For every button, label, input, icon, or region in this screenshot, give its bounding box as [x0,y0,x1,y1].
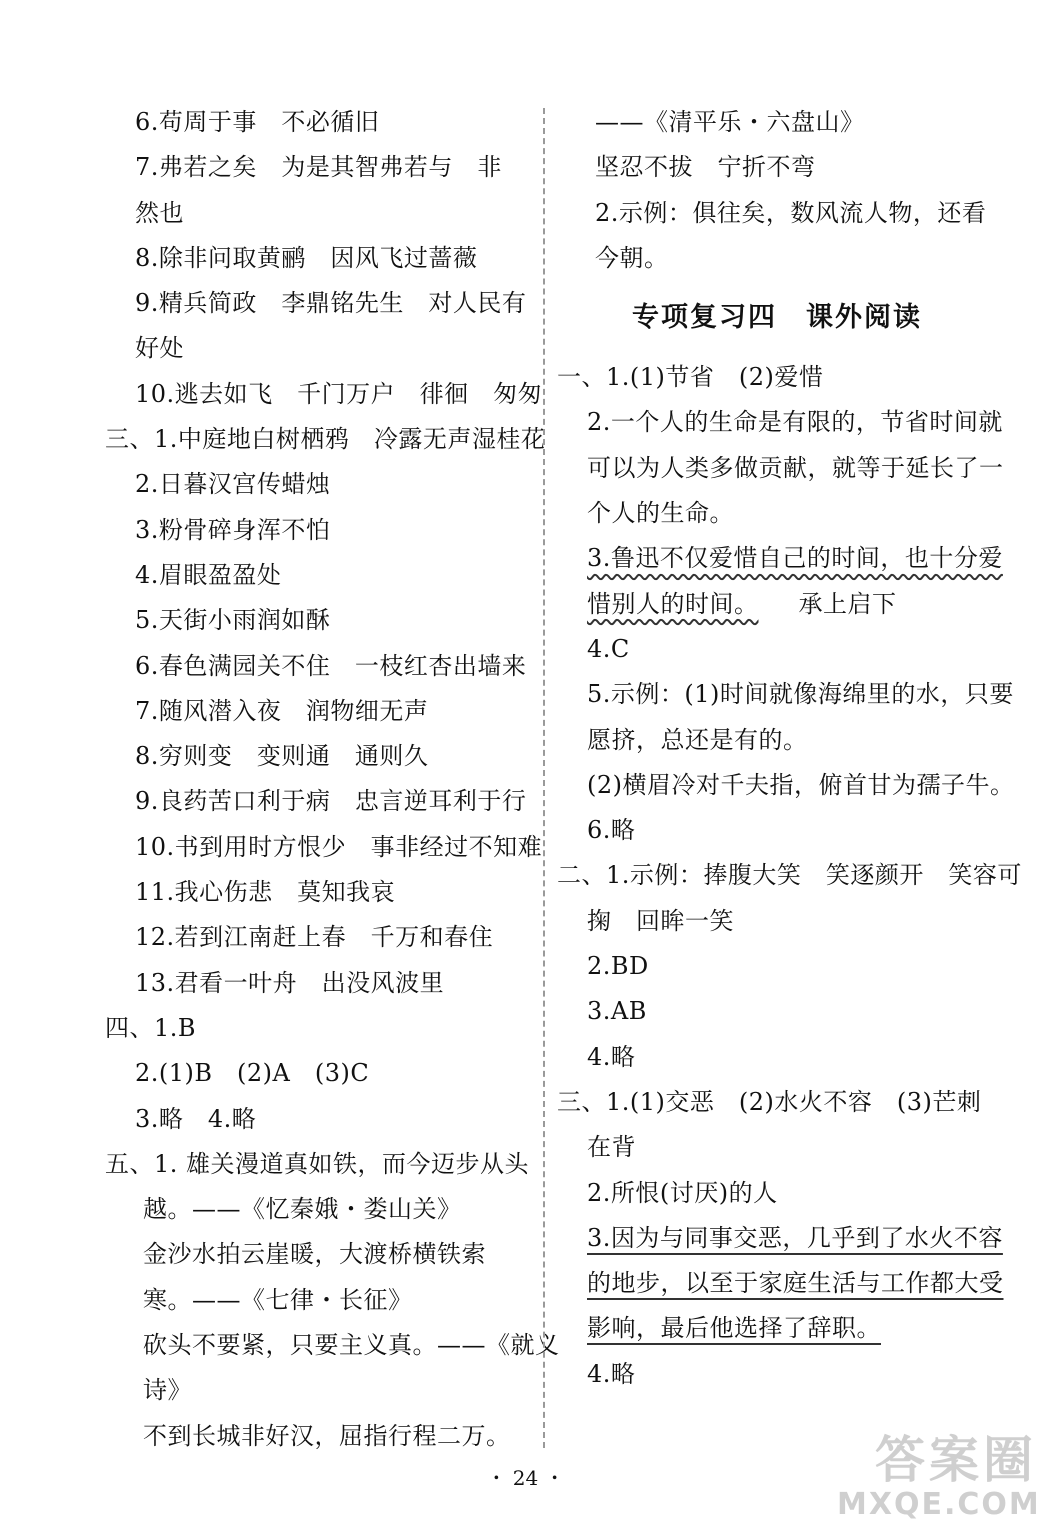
answer-text: 然也 [135,198,184,227]
answer-text: 10.逃去如飞 千门万户 徘徊 匆匆 [135,379,543,408]
answer-line [557,1125,997,1170]
answer-line [105,326,535,371]
answer-text: 3.鲁迅不仅爱惜自己的时间，也十分爱 [587,544,1003,573]
answer-line [557,145,997,190]
watermark-top-text: 答案圈 [875,1431,1037,1489]
answer-text: 三、1.(1)交恶 (2)水火不容 (3)芒刺 [557,1087,982,1116]
answer-text: 惜别人的时间。 [587,589,759,618]
answer-line [105,1097,535,1142]
watermark-logo [837,1431,1041,1528]
answer-suffix: 承上启下 [798,589,897,618]
answer-text: 4.略 [587,1359,636,1388]
answer-line [105,1414,535,1459]
answer-text: (2)横眉冷对千夫指，俯首甘为孺子牛。 [587,770,1015,799]
answer-line [105,553,535,598]
watermark-bottom-text: MXQE.COM [837,1487,1041,1522]
answer-line [557,446,1004,491]
answer-line [557,582,997,627]
answer-text: 9.精兵简政 李鼎铭先生 对人民有 [135,289,527,318]
answer-line [105,372,543,417]
answer-line [105,191,535,236]
right-column-bottom [557,355,1022,1397]
column-divider [543,108,545,1448]
answer-line [557,1216,1003,1261]
answer-line [105,734,535,779]
answer-text: 愿挤，总还是有的。 [587,725,808,754]
answer-line [105,1368,535,1413]
answer-line [105,1187,535,1232]
answer-line [105,1051,535,1096]
answer-line [557,236,997,281]
answer-line [557,400,1003,445]
answer-line [105,689,535,734]
answer-line [105,644,535,689]
answer-text: 坚忍不拔 宁折不弯 [595,153,816,182]
answer-line [557,355,997,400]
answer-line [557,491,997,536]
answer-text: 6.苟周于事 不必循旧 [135,108,380,136]
answer-text: 13.君看一叶舟 出没风波里 [135,968,445,997]
answer-text: 10.书到用时方恨少 事非经过不知难 [135,832,543,861]
answer-line [557,718,997,763]
answer-line [105,870,535,915]
answer-line [557,1306,997,1351]
answer-line [105,1278,535,1323]
answer-line [105,915,535,960]
answer-line [105,145,535,190]
answer-text: 今朝。 [595,243,669,272]
answer-text: 金沙水拍云崖暖，大渡桥横铁索 [143,1240,486,1269]
answer-text: 二、1.示例：捧腹大笑 笑逐颜开 笑容可 [557,861,1022,890]
answer-text: 个人的生命。 [587,499,734,528]
answer-text: 8.穷则变 变则通 通则久 [135,742,429,771]
answer-text: 寒。——《七律・长征》 [143,1285,413,1314]
answer-text: 4.略 [587,1042,636,1071]
answer-line [557,944,997,989]
answer-text: 不到长城非好汉，屈指行程二万。 [143,1421,511,1450]
answer-text: 7.随风潜入夜 润物细无声 [135,696,429,725]
answer-line [105,417,546,462]
answer-text: 8.除非问取黄鹂 因风飞过蔷薇 [135,243,478,272]
answer-text: 3.因为与同事交恶，几乎到了水火不容 [587,1223,1003,1252]
answer-text: 四、1.B [105,1013,197,1042]
answer-text: 5.天街小雨润如酥 [135,606,331,635]
left-column [105,100,560,1459]
answer-text: 诗》 [143,1376,192,1405]
answer-line [105,236,535,281]
answer-text: 9.良药苦口利于病 忠言逆耳利于行 [135,787,527,816]
answer-text: 在背 [587,1133,636,1162]
answer-text: 12.若到江南赶上春 千万和春住 [135,923,494,952]
answer-text: 砍头不要紧，只要主义真。——《就义 [143,1331,560,1360]
answer-line [105,462,535,507]
answer-line [105,1323,560,1368]
answer-text: 一、1.(1)节省 (2)爱惜 [557,363,824,392]
answer-text: 的地步，以至于家庭生活与工作都大受 [587,1269,1004,1298]
answer-text: 4.C [587,634,630,663]
answer-line [105,825,543,870]
answer-line [557,853,1022,898]
answer-text: 2.日暮汉宫传蜡烛 [135,470,331,499]
answer-line [557,1080,997,1125]
answer-text: 掬 回眸一笑 [587,906,734,935]
answer-text: 2.所恨(讨厌)的人 [587,1178,778,1207]
answer-line [557,1035,997,1080]
answer-line [557,100,997,145]
answer-text: 2.示例：俱往矣，数风流人物，还看 [595,198,987,227]
section-heading: 专项复习四 课外阅读 [632,302,922,334]
answer-text: 2.(1)B (2)A (3)C [135,1059,370,1088]
answer-line [557,191,997,236]
answer-line [557,672,1014,717]
answer-line [105,779,535,824]
answer-line [557,899,997,944]
answer-line [105,1142,535,1187]
answer-line [557,1261,1004,1306]
answer-line [557,627,997,672]
answer-line [105,1232,535,1277]
answer-text: ——《清平乐・六盘山》 [595,108,865,136]
answer-line [557,1352,997,1397]
answer-line [557,763,1015,808]
answer-line [105,598,535,643]
answer-text: 4.眉眼盈盈处 [135,560,282,589]
answer-line [557,1171,997,1216]
answer-line [105,1006,535,1051]
answer-line [557,808,997,853]
answer-line [105,100,535,145]
answer-line [557,989,997,1034]
answer-text: 影响，最后他选择了辞职。 [587,1314,881,1343]
answer-text: 5.示例：(1)时间就像海绵里的水，只要 [587,680,1014,709]
answer-line [105,961,535,1006]
answer-line [557,536,1003,581]
answer-text: 3.粉骨碎身浑不怕 [135,515,331,544]
answer-text: 好处 [135,334,184,363]
answer-text: 11.我心伤悲 莫知我哀 [135,878,396,907]
answer-text: 可以为人类多做贡献，就等于延长了一 [587,453,1004,482]
answer-text: 7.弗若之矣 为是其智弗若与 非 [135,153,502,182]
answer-text: 三、1.中庭地白树栖鸦 冷露无声湿桂花 [105,425,546,454]
page-number: ・ 24 ・ [486,1466,565,1490]
answer-text: 6.春色满园关不住 一枝红杏出墙来 [135,651,527,680]
answer-text: 2.BD [587,952,649,981]
answer-text: 3.略 4.略 [135,1104,257,1133]
answer-text: 五、1. 雄关漫道真如铁，而今迈步从头 [105,1149,530,1178]
answer-text: 3.AB [587,997,647,1026]
answer-text: 越。——《忆秦娥・娄山关》 [143,1195,462,1224]
answer-line [105,281,535,326]
right-column [557,100,1022,1397]
answer-line [105,508,535,553]
answer-text: 6.略 [587,816,636,845]
answer-text: 2.一个人的生命是有限的，节省时间就 [587,408,1003,437]
right-column-top [557,100,997,281]
